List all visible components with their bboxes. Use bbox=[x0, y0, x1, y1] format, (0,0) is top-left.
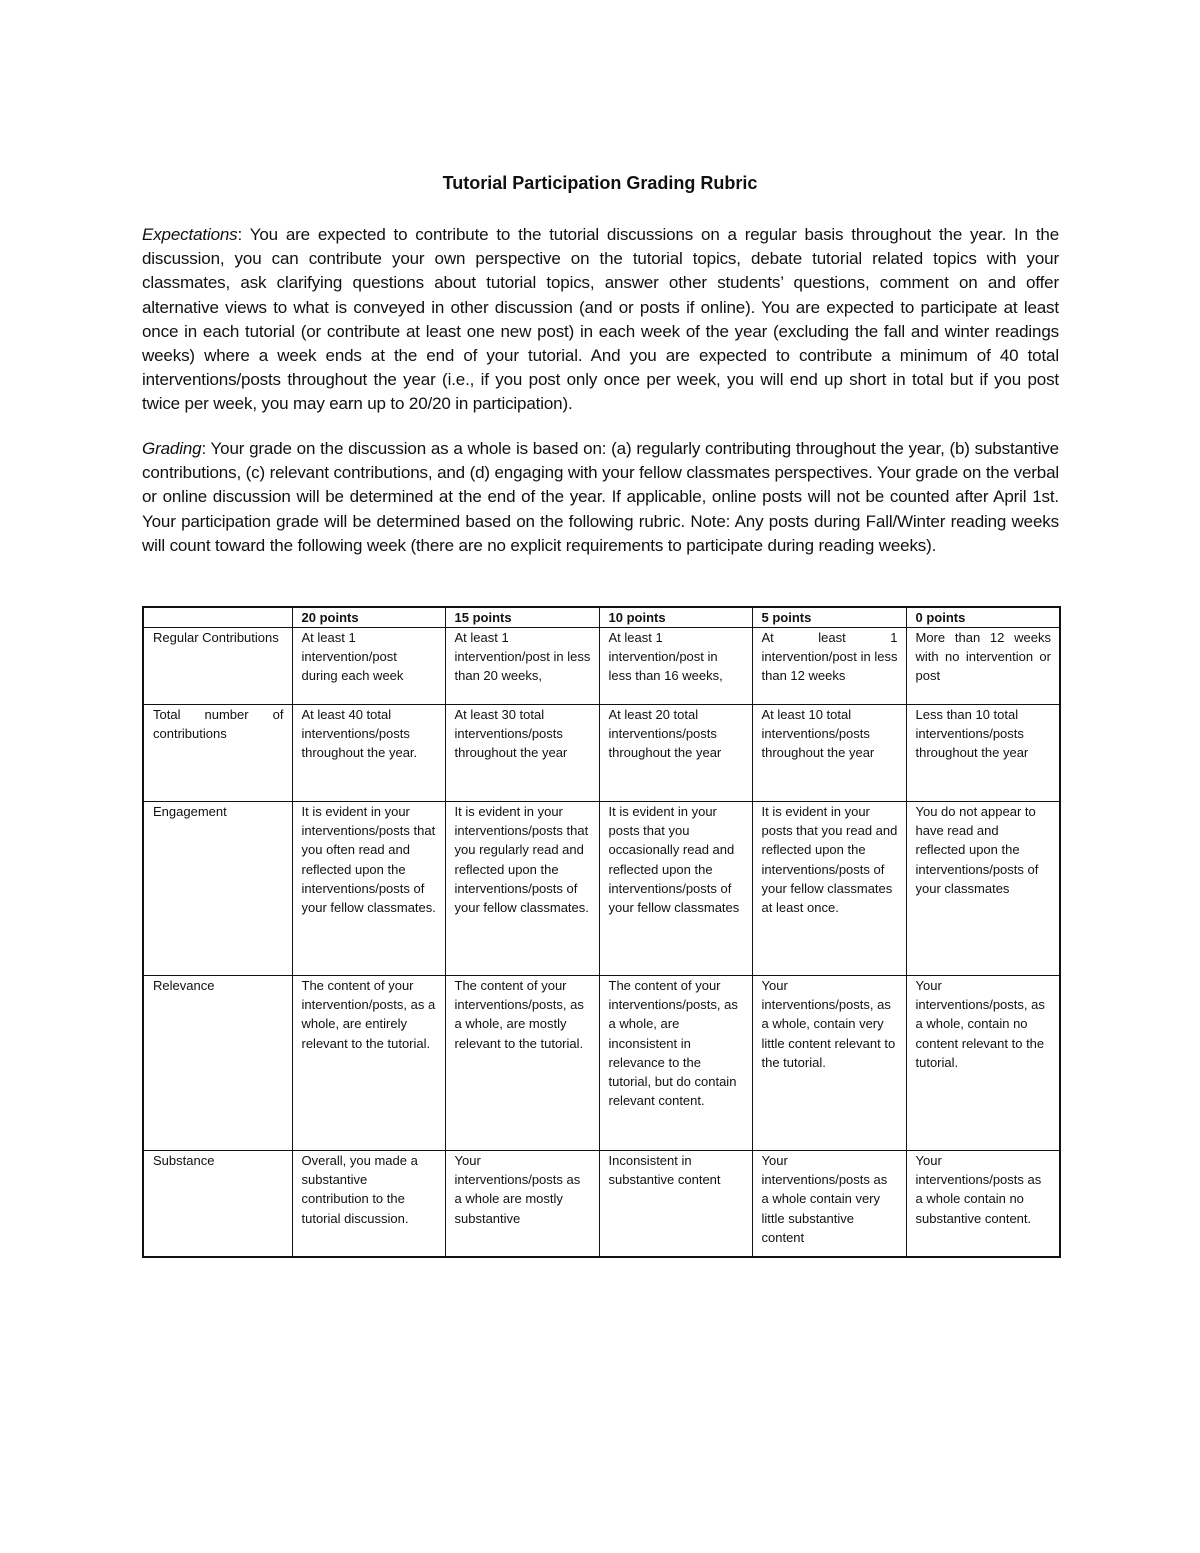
rubric-cell: At least 1 intervention/post during each week bbox=[292, 628, 445, 705]
rubric-cell: Your interventions/posts as a whole contain no substantive content. bbox=[906, 1151, 1060, 1258]
expectations-text: : You are expected to contribute to the tutorial discussions on a regular basis throughout the year. In the discussion, you can contribute your own perspective on the tutorial topics, debate tutorial related topics with your classmates, ask clarifying questions about tutorial topics, answer other students’ questions, comment on and offer alternative views to what is conveyed in other discussion (and or posts if online). You are expected to participate at least once in each tutorial (or contribute at least one new post) in each week of the year (excluding the fall and winter readings weeks) where a week ends at the end of your tutorial. And you are expected to contribute a minimum of 40 total interventions/posts throughout the year (i.e., if you post only once per week, you will end up short in total but if you post twice per week, you may earn up to 20/20 in participation). bbox=[142, 225, 1059, 414]
criterion-cell: Regular Contributions bbox=[143, 628, 292, 705]
criterion-cell: Relevance bbox=[143, 976, 292, 1151]
rubric-cell: At least 1 intervention/post in less than 12 weeks bbox=[752, 628, 906, 705]
rubric-cell: The content of your interventions/posts, as a whole, are inconsistent in relevance to the tutorial, but do contain relevant content. bbox=[599, 976, 752, 1151]
rubric-cell: The content of your interventions/posts, as a whole, are mostly relevant to the tutorial. bbox=[445, 976, 599, 1151]
rubric-cell: It is evident in your posts that you occasionally read and reflected upon the interventions/posts of your fellow classmates bbox=[599, 802, 752, 976]
rubric-cell: It is evident in your interventions/posts that you often read and reflected upon the interventions/posts of your fellow classmates. bbox=[292, 802, 445, 976]
criterion-cell: Substance bbox=[143, 1151, 292, 1258]
rubric-row-substance bbox=[143, 1151, 1060, 1258]
criterion-cell: Engagement bbox=[143, 802, 292, 976]
rubric-cell: Your interventions/posts as a whole are mostly substantive bbox=[445, 1151, 599, 1258]
points-header-5: 5 points bbox=[752, 607, 906, 628]
rubric-cell: At least 30 total interventions/posts throughout the year bbox=[445, 705, 599, 802]
rubric-row-regular-contributions bbox=[143, 628, 1060, 705]
expectations-paragraph bbox=[142, 223, 1059, 417]
rubric-cell: You do not appear to have read and reflected upon the interventions/posts of your classmates bbox=[906, 802, 1060, 976]
rubric-header-row bbox=[143, 607, 1060, 628]
rubric-row-engagement bbox=[143, 802, 1060, 976]
rubric-cell: Your interventions/posts as a whole contain very little substantive content bbox=[752, 1151, 906, 1258]
expectations-label: Expectations bbox=[142, 225, 238, 244]
rubric-row-total-contributions bbox=[143, 705, 1060, 802]
points-header-15: 15 points bbox=[445, 607, 599, 628]
grading-text: : Your grade on the discussion as a whole is based on: (a) regularly contributing throughout the year, (b) substantive contributions, (c) relevant contributions, and (d) engaging with your fellow classmates perspectives. Your grade on the verbal or online discussion will be determined at the end of the year. If applicable, online posts will not be counted after April 1st. Your participation grade will be determined based on the following rubric. Note: Any posts during Fall/Winter reading weeks will count toward the following week (there are no explicit requirements to participate during reading weeks). bbox=[142, 439, 1059, 555]
rubric-cell: It is evident in your interventions/posts that you regularly read and reflected upon the interventions/posts of your fellow classmates. bbox=[445, 802, 599, 976]
rubric-cell: The content of your intervention/posts, as a whole, are entirely relevant to the tutorial. bbox=[292, 976, 445, 1151]
rubric-cell: At least 1 intervention/post in less than 16 weeks, bbox=[599, 628, 752, 705]
points-header-0: 0 points bbox=[906, 607, 1060, 628]
rubric-cell: At least 40 total interventions/posts throughout the year. bbox=[292, 705, 445, 802]
points-header-20: 20 points bbox=[292, 607, 445, 628]
criterion-cell: Total number of contributions bbox=[143, 705, 292, 802]
rubric-corner-cell bbox=[143, 607, 292, 628]
document-title: Tutorial Participation Grading Rubric bbox=[442, 173, 758, 193]
rubric-cell: Less than 10 total interventions/posts throughout the year bbox=[906, 705, 1060, 802]
rubric-cell: At least 10 total interventions/posts throughout the year bbox=[752, 705, 906, 802]
rubric-cell: Your interventions/posts, as a whole, contain very little content relevant to the tutorial. bbox=[752, 976, 906, 1151]
rubric-cell: More than 12 weeks with no intervention or post bbox=[906, 628, 1060, 705]
rubric-cell: Your interventions/posts, as a whole, contain no content relevant to the tutorial. bbox=[906, 976, 1060, 1151]
rubric-cell: At least 1 intervention/post in less than 20 weeks, bbox=[445, 628, 599, 705]
grading-label: Grading bbox=[142, 439, 202, 458]
points-header-10: 10 points bbox=[599, 607, 752, 628]
rubric-table bbox=[142, 606, 1061, 1258]
rubric-cell: It is evident in your posts that you read and reflected upon the interventions/posts of your fellow classmates at least once. bbox=[752, 802, 906, 976]
grading-paragraph bbox=[142, 437, 1059, 558]
rubric-row-relevance bbox=[143, 976, 1060, 1151]
rubric-cell: At least 20 total interventions/posts throughout the year bbox=[599, 705, 752, 802]
rubric-cell: Overall, you made a substantive contribution to the tutorial discussion. bbox=[292, 1151, 445, 1258]
rubric-cell: Inconsistent in substantive content bbox=[599, 1151, 752, 1258]
